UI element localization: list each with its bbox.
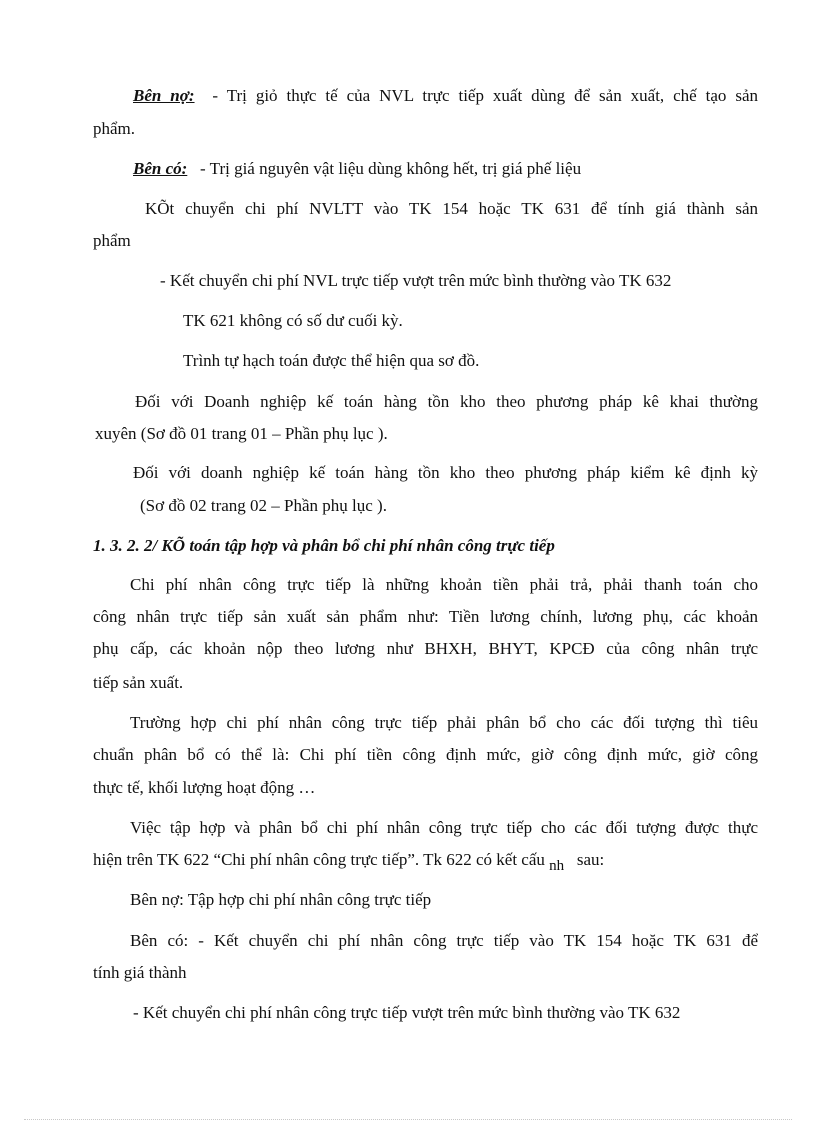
debit-622: Bên nợ: Tập hợp chi phí nhân công trực tiếp	[130, 890, 432, 909]
transfer-line-2: - Kết chuyển chi phí NVL trực tiếp vượt trên mức bình thường vào TK 632	[160, 271, 672, 290]
labor-def-line-1: Chi phí nhân công trực tiếp là những khoản tiền phải trả, phải thanh toán cho	[130, 575, 758, 594]
debit-label: Bên nợ:	[133, 86, 195, 105]
debit-line-2: phẩm.	[93, 119, 136, 138]
tk622-line-2	[93, 849, 604, 872]
periodic-method-1: Đối với doanh nghiệp kế toán hàng tồn kho theo phương pháp kiểm kê định kỳ	[133, 463, 758, 482]
credit-text: - Trị giá nguyên vật liệu dùng không hết, trị giá phế liệu	[200, 159, 582, 178]
tk622-line-2-end: sau:	[576, 850, 605, 869]
labor-def-line-3: phụ cấp, các khoản nộp theo lương như BHXH, BHYT, KPCĐ của công nhân trực	[93, 639, 758, 658]
labor-def-line-4: tiếp sản xuất.	[93, 673, 184, 692]
regular-method-2: xuyên (Sơ đồ 01 trang 01 – Phần phụ lục ).	[95, 424, 388, 443]
transfer-632: - Kết chuyển chi phí nhân công trực tiếp vượt trên mức bình thường vào TK 632	[133, 1003, 681, 1022]
periodic-method-2: (Sơ đồ 02 trang 02 – Phần phụ lục ).	[140, 496, 387, 515]
tk622-line-2-text: hiện trên TK 622 “Chi phí nhân công trực tiếp”. Tk 622 có kết cấu	[93, 850, 545, 869]
tk622-line-1: Việc tập hợp và phân bổ chi phí nhân công trực tiếp cho các đối tượng được thực	[130, 818, 758, 837]
transfer-line-1: KÕt chuyển chi phí NVLTT vào TK 154 hoặc TK 631 để tính giá thành sản	[145, 199, 758, 218]
transfer-line-1-cont: phẩm	[93, 231, 131, 250]
credit-622-line-1: Bên có: - Kết chuyển chi phí nhân công trực tiếp vào TK 154 hoặc TK 631 để	[130, 931, 758, 950]
tk622-line-2-sub: nh	[549, 858, 565, 874]
labor-def-line-2: công nhân trực tiếp sản xuất sản phẩm như: Tiền lương chính, lương phụ, các khoản	[93, 607, 758, 626]
regular-method-1: Đối với Doanh nghiệp kế toán hàng tồn kho theo phương pháp kê khai thường	[135, 392, 758, 411]
tk621-balance: TK 621 không có số dư cuối kỳ.	[183, 311, 403, 330]
credit-line	[133, 158, 581, 180]
credit-label: Bên có:	[133, 159, 188, 178]
accounting-order: Trình tự hạch toán được thể hiện qua sơ đồ.	[183, 351, 480, 370]
debit-text: - Trị giỏ thực tế của NVL trực tiếp xuất dùng để sản xuất, chế tạo sản	[212, 86, 759, 105]
allocation-line-2: chuẩn phân bổ có thể là: Chi phí tiền công định mức, giờ công định mức, giờ công	[93, 745, 758, 764]
section-heading: 1. 3. 2. 2/ KÕ toán tập hợp và phân bổ chi phí nhân công trực tiếp	[93, 536, 555, 555]
allocation-line-3: thực tế, khối lượng hoạt động …	[93, 778, 316, 797]
page-bottom-rule	[24, 1119, 792, 1120]
credit-622-line-2: tính giá thành	[93, 963, 187, 982]
allocation-line-1: Trường hợp chi phí nhân công trực tiếp phải phân bổ cho các đối tượng thì tiêu	[130, 713, 758, 732]
debit-line-1	[133, 85, 758, 107]
